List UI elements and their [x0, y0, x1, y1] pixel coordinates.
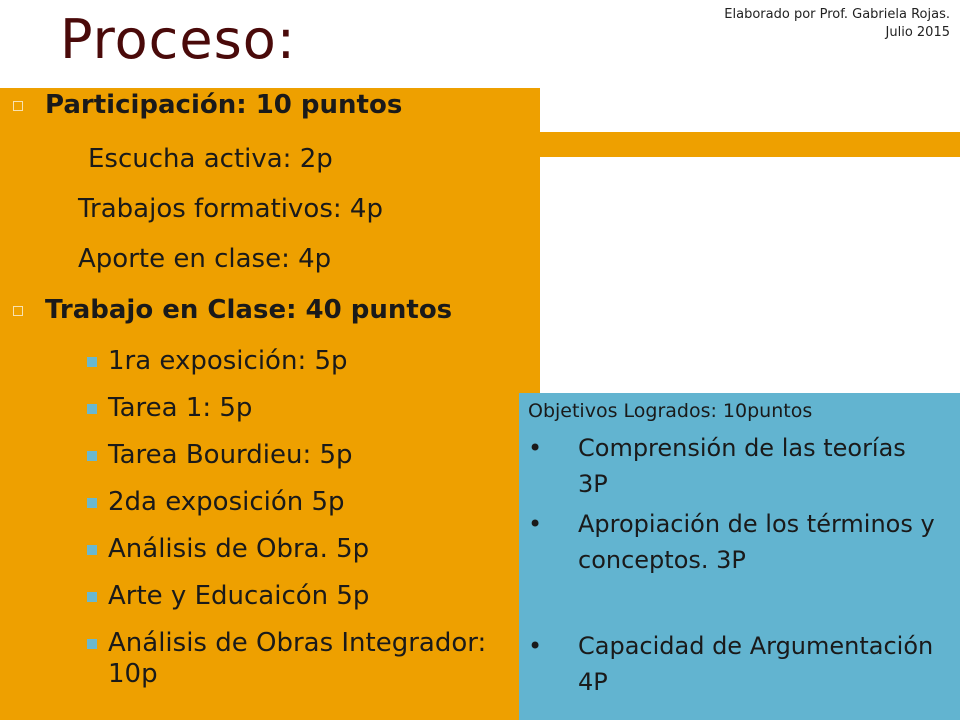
list-item: [108, 581, 369, 612]
square-bullet-icon: [87, 498, 97, 508]
date-credit-line: Julio 2015: [885, 24, 950, 40]
objectives-heading: Objetivos Logrados: 10puntos: [528, 400, 813, 422]
list-item: [108, 393, 252, 424]
classwork-heading-text: Trabajo en Clase: 40 puntos: [45, 295, 453, 325]
list-item-text: 2da exposición 5p: [108, 487, 345, 517]
slide-title: Proceso:: [60, 8, 296, 71]
list-item: [108, 346, 348, 377]
square-bullet-icon: [87, 545, 97, 555]
list-item: [108, 628, 528, 690]
participation-heading: [45, 90, 402, 121]
square-bullet-icon: [87, 404, 97, 414]
list-item: Trabajos formativos: 4p: [78, 194, 383, 224]
list-item-text: Tarea 1: 5p: [108, 393, 253, 423]
orange-accent-bar: [540, 132, 960, 157]
orange-panel: [0, 88, 543, 720]
author-credit-line: Elaborado por Prof. Gabriela Rojas.: [724, 7, 950, 22]
list-item-text: Análisis de Obras Integrador: 10p: [108, 628, 487, 689]
list-item-text: Tarea Bourdieu: 5p: [108, 440, 353, 470]
classwork-heading: [45, 295, 452, 326]
square-bullet-icon: [87, 451, 97, 461]
author-credit: [724, 6, 950, 41]
list-item-text: Arte y Educaicón 5p: [108, 581, 370, 611]
list-item: [108, 440, 353, 471]
list-item-text: Análisis de Obra. 5p: [108, 534, 370, 564]
participation-heading-text: Participación: 10 puntos: [45, 90, 403, 120]
square-bullet-icon: [13, 101, 23, 111]
list-item-text: Apropiación de los términos y conceptos. 3P: [578, 510, 935, 574]
square-bullet-icon: [87, 592, 97, 602]
list-item-text: Comprensión de las teorías 3P: [578, 434, 906, 498]
list-item: [528, 506, 938, 578]
list-item-text: 1ra exposición: 5p: [108, 346, 348, 376]
list-item: [528, 628, 938, 700]
list-item: [528, 430, 938, 502]
square-bullet-icon: [87, 639, 97, 649]
bullet-dot-icon: •: [528, 434, 543, 462]
list-item: [108, 534, 369, 565]
square-bullet-icon: [13, 306, 23, 316]
bullet-dot-icon: •: [528, 632, 543, 660]
list-item-text: Capacidad de Argumentación 4P: [578, 632, 934, 696]
bullet-dot-icon: •: [528, 510, 543, 538]
list-item: Aporte en clase: 4p: [78, 244, 332, 274]
list-item: [108, 487, 345, 518]
list-item: Escucha activa: 2p: [88, 144, 333, 174]
square-bullet-icon: [87, 357, 97, 367]
